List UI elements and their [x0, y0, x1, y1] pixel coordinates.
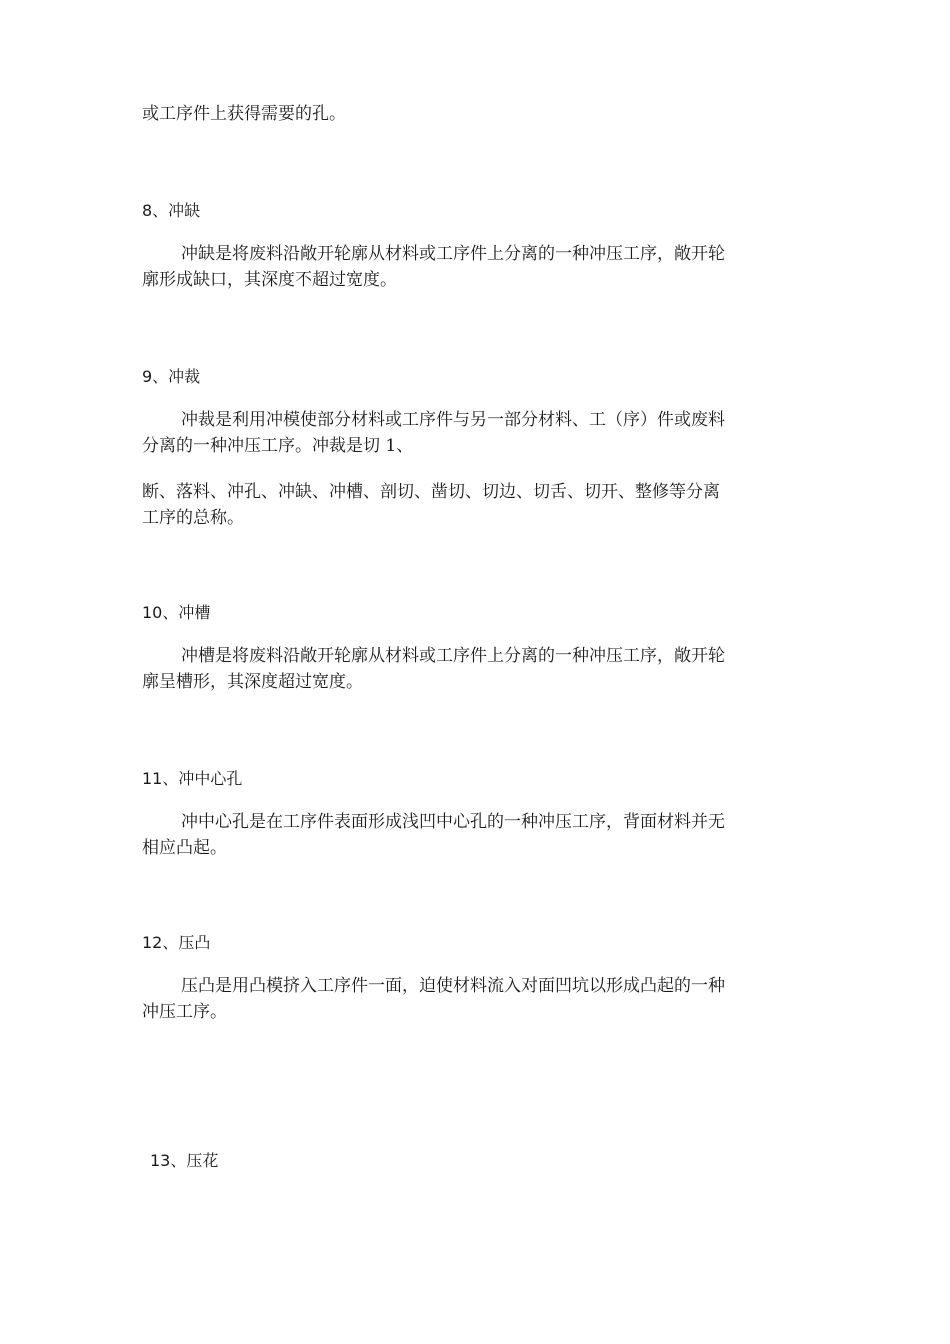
section-13-heading: 13、压花 — [150, 1151, 219, 1170]
section-12-heading: 12、压凸 — [142, 933, 211, 952]
section-10-line-2: 廓呈槽形，其深度超过宽度。 — [142, 672, 363, 692]
section-10-line-1: 冲槽是将废料沿敞开轮廓从材料或工序件上分离的一种冲压工序，敞开轮 — [181, 646, 725, 666]
section-9-line-3: 断、落料、冲孔、冲缺、冲槽、剖切、凿切、切边、切舌、切开、整修等分离 — [142, 482, 720, 502]
section-8-line-1: 冲缺是将废料沿敞开轮廓从材料或工序件上分离的一种冲压工序，敞开轮 — [181, 244, 725, 264]
section-9-line-1: 冲裁是利用冲模使部分材料或工序件与另一部分材料、工（序）件或废料 — [181, 410, 725, 430]
section-12-line-1: 压凸是用凸模挤入工序件一面，迫使材料流入对面凹坑以形成凸起的一种 — [181, 976, 725, 996]
section-9-line-4: 工序的总称。 — [142, 508, 244, 528]
section-10-heading: 10、冲槽 — [142, 603, 211, 622]
section-11-line-1: 冲中心孔是在工序件表面形成浅凹中心孔的一种冲压工序，背面材料并无 — [181, 812, 725, 832]
section-11-heading: 11、冲中心孔 — [142, 769, 243, 788]
intro-tail-text: 或工序件上获得需要的孔。 — [142, 104, 346, 124]
section-12-line-2: 冲压工序。 — [142, 1002, 227, 1022]
section-9-line-2: 分离的一种冲压工序。冲裁是切 1、 — [142, 436, 414, 456]
section-11-line-2: 相应凸起。 — [142, 838, 227, 858]
section-8-heading: 8、冲缺 — [142, 201, 201, 220]
section-8-line-2: 廓形成缺口，其深度不超过宽度。 — [142, 270, 397, 290]
section-9-heading: 9、冲裁 — [142, 367, 201, 386]
